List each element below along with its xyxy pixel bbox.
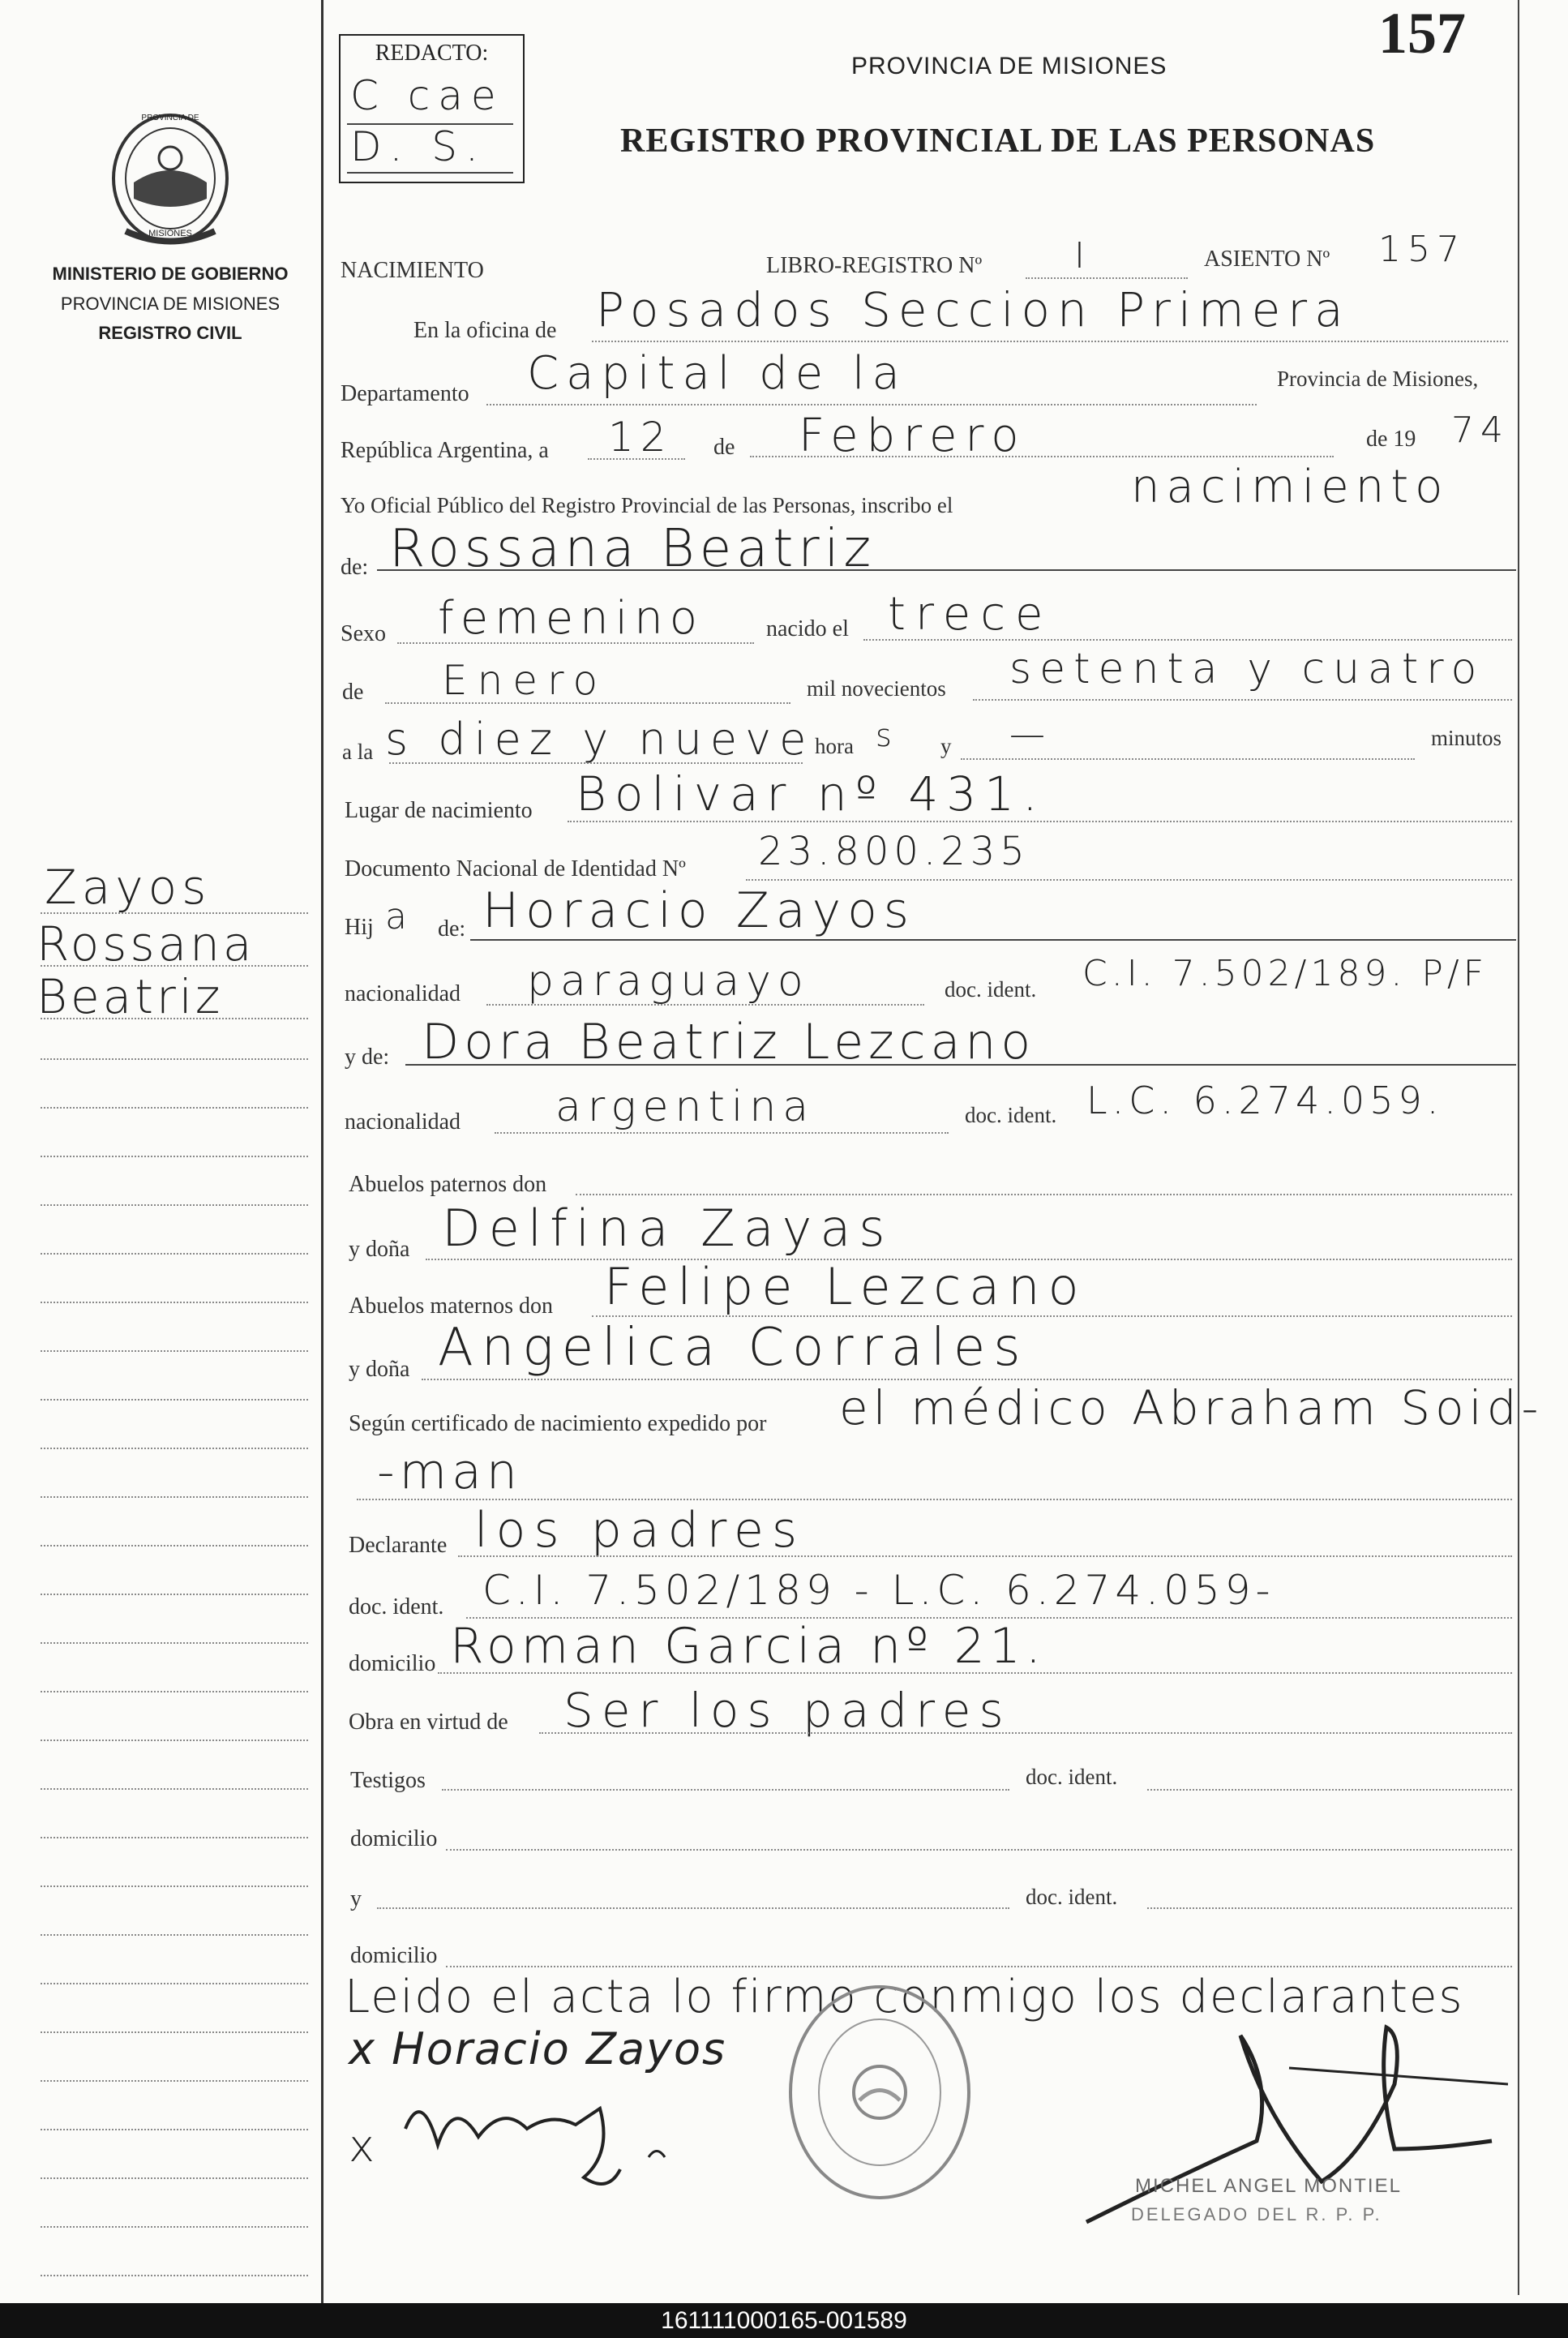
mother-nat-value: argentina <box>555 1083 816 1131</box>
redacto-line1: C cae <box>350 72 504 119</box>
official-signature-icon <box>1054 2019 1508 2230</box>
father-doc-label: doc. ident. <box>945 977 1037 1002</box>
minutos-label: minutos <box>1431 726 1502 750</box>
margin-middle-name: Beatriz <box>36 969 224 1024</box>
sexo-label: Sexo <box>341 621 386 646</box>
provincia-suffix: Provincia de Misiones, <box>1277 367 1479 391</box>
abuelo-mat-value: Felipe Lezcano <box>604 1257 1087 1316</box>
libro-value: I <box>1074 235 1091 277</box>
certificado-label: Según certificado de nacimiento expedido por <box>349 1411 767 1436</box>
dni-value: 23.800.235 <box>758 829 1030 874</box>
redacto-line2: D. S. <box>350 123 486 170</box>
abuela-pat-value: Delfina Zayas <box>442 1199 893 1258</box>
father-nat-label: nacionalidad <box>345 981 461 1006</box>
ministry-label: MINISTERIO DE GOBIERNO <box>52 264 289 284</box>
departamento-label: Departamento <box>341 381 469 406</box>
day-value: 12 <box>608 414 673 461</box>
abuela-mat-value: Angelica Corrales <box>438 1318 1029 1378</box>
hora-value: s diez y nueve <box>385 714 815 765</box>
margin-rule <box>321 0 323 2303</box>
mother-nat-label: nacionalidad <box>345 1109 461 1135</box>
official-name: MICHEL ANGEL MONTIEL <box>1135 2175 1402 2197</box>
seal-bottom-text: MISIONES <box>148 229 192 238</box>
right-rule <box>1518 0 1519 2295</box>
lugar-label: Lugar de nacimiento <box>345 798 533 823</box>
certificado-value-cont: -man <box>377 1444 522 1500</box>
mother-doc-label: doc. ident. <box>965 1103 1057 1127</box>
seal-top-text: PROVINCIA DE <box>141 114 199 122</box>
domicilio2-label: domicilio <box>350 1826 438 1851</box>
abuelos-mat-label: Abuelos maternos don <box>349 1293 553 1319</box>
hij-suffix: a <box>385 896 413 937</box>
certificado-value: el médico Abraham Soid- <box>839 1380 1544 1435</box>
margin-surname: Zayos <box>45 860 212 915</box>
province-title: PROVINCIA DE MISIONES <box>851 53 1167 79</box>
provincial-seal-icon <box>101 109 239 247</box>
testigos2-doc-label: doc. ident. <box>1026 1885 1118 1909</box>
margin-first-name: Rossana <box>36 916 255 972</box>
republica-label: República Argentina, a <box>341 438 549 463</box>
sexo-value: femenino <box>438 592 704 645</box>
mother-name: Dora Beatriz Lezcano <box>422 1014 1036 1070</box>
domicilio3-label: domicilio <box>350 1943 438 1968</box>
asiento-value: 157 <box>1378 229 1466 270</box>
signature-father: x Horacio Zayos <box>349 2023 727 2074</box>
nacido-label: nacido el <box>766 616 849 641</box>
testigos-doc-label: doc. ident. <box>1026 1765 1118 1789</box>
abuela-pat-label: y doña <box>349 1237 410 1262</box>
hora-prefix: a la <box>342 740 374 764</box>
mil-label: mil novecientos <box>807 676 946 701</box>
domicilio-value: Roman Garcia nº 21. <box>450 1618 1046 1675</box>
page-number: 157 <box>1378 1 1466 66</box>
birth-month-value: Enero <box>442 657 608 704</box>
month-value: Febrero <box>799 410 1027 462</box>
lugar-value: Bolivar nº 431. <box>576 766 1046 822</box>
de-month-label: de <box>342 680 364 705</box>
ministry-province: PROVINCIA DE MISIONES <box>60 294 281 314</box>
domicilio-label: domicilio <box>349 1651 436 1676</box>
testigos-label: Testigos <box>350 1768 426 1793</box>
document-id-footer: 161111000165-001589 <box>0 2303 1568 2338</box>
official-title: DELEGADO DEL R. P. P. <box>1131 2204 1382 2224</box>
decl-doc-value: C.I. 7.502/189 - L.C. 6.274.059- <box>482 1567 1275 1614</box>
civil-registry-label: REGISTRO CIVIL <box>98 323 242 343</box>
mother-signature-icon <box>389 2080 811 2210</box>
dni-label: Documento Nacional de Identidad Nº <box>345 856 686 882</box>
registry-title: REGISTRO PROVINCIAL DE LAS PERSONAS <box>620 122 1376 160</box>
signature-mother-mark: x <box>349 2121 381 2172</box>
declarante-label: Declarante <box>349 1533 448 1558</box>
redacto-label: REDACTO: <box>375 41 489 66</box>
oficial-value: nacimiento <box>1131 461 1450 513</box>
abuela-mat-label: y doña <box>349 1357 410 1382</box>
de-label: de <box>713 435 735 460</box>
father-nat-value: paraguayo <box>527 957 810 1006</box>
year-label: de 19 <box>1366 427 1416 452</box>
hora-suffix: s <box>876 718 898 753</box>
asiento-label: ASIENTO Nº <box>1204 247 1330 272</box>
father-name: Horacio Zayos <box>482 882 916 939</box>
declarante-value: los padres <box>474 1502 806 1559</box>
abuelos-pat-label: Abuelos paternos don <box>349 1172 547 1197</box>
child-name: Rossana Beatriz <box>389 519 876 579</box>
de-name-label: de: <box>341 555 369 580</box>
birth-year-value: setenta y cuatro <box>1009 645 1485 693</box>
registry-stamp-icon <box>782 1979 977 2206</box>
closing-text: Leido el acta lo firmo conmigo los declarantes <box>345 1971 1464 2023</box>
birth-day-value: trece <box>888 588 1053 641</box>
year-value: 74 <box>1451 410 1510 451</box>
oficial-label: Yo Oficial Público del Registro Provincial de las Personas, inscribo el <box>341 493 953 517</box>
father-doc-value: C.I. 7.502/189. P/F <box>1082 953 1489 994</box>
y2-label: y <box>350 1886 362 1911</box>
minutos-value: — <box>1009 714 1052 755</box>
obra-value: Ser los padres <box>563 1683 1012 1738</box>
decl-doc-label: doc. ident. <box>349 1594 444 1619</box>
obra-label: Obra en virtud de <box>349 1710 508 1735</box>
mother-de-label: y de: <box>345 1045 390 1070</box>
record-type: NACIMIENTO <box>341 258 484 283</box>
hij-label: Hij <box>345 915 374 940</box>
libro-label: LIBRO-REGISTRO Nº <box>766 253 983 278</box>
oficina-value: Posados Seccion Primera <box>596 282 1351 337</box>
redacto-box <box>339 34 525 183</box>
mother-doc-value: L.C. 6.274.059. <box>1086 1079 1444 1122</box>
y-minutos-label: y <box>940 734 952 758</box>
oficina-label: En la oficina de <box>413 318 557 343</box>
hora-label: hora <box>815 734 854 758</box>
hij-de-label: de: <box>438 916 466 942</box>
departamento-value: Capital de la <box>527 347 907 400</box>
